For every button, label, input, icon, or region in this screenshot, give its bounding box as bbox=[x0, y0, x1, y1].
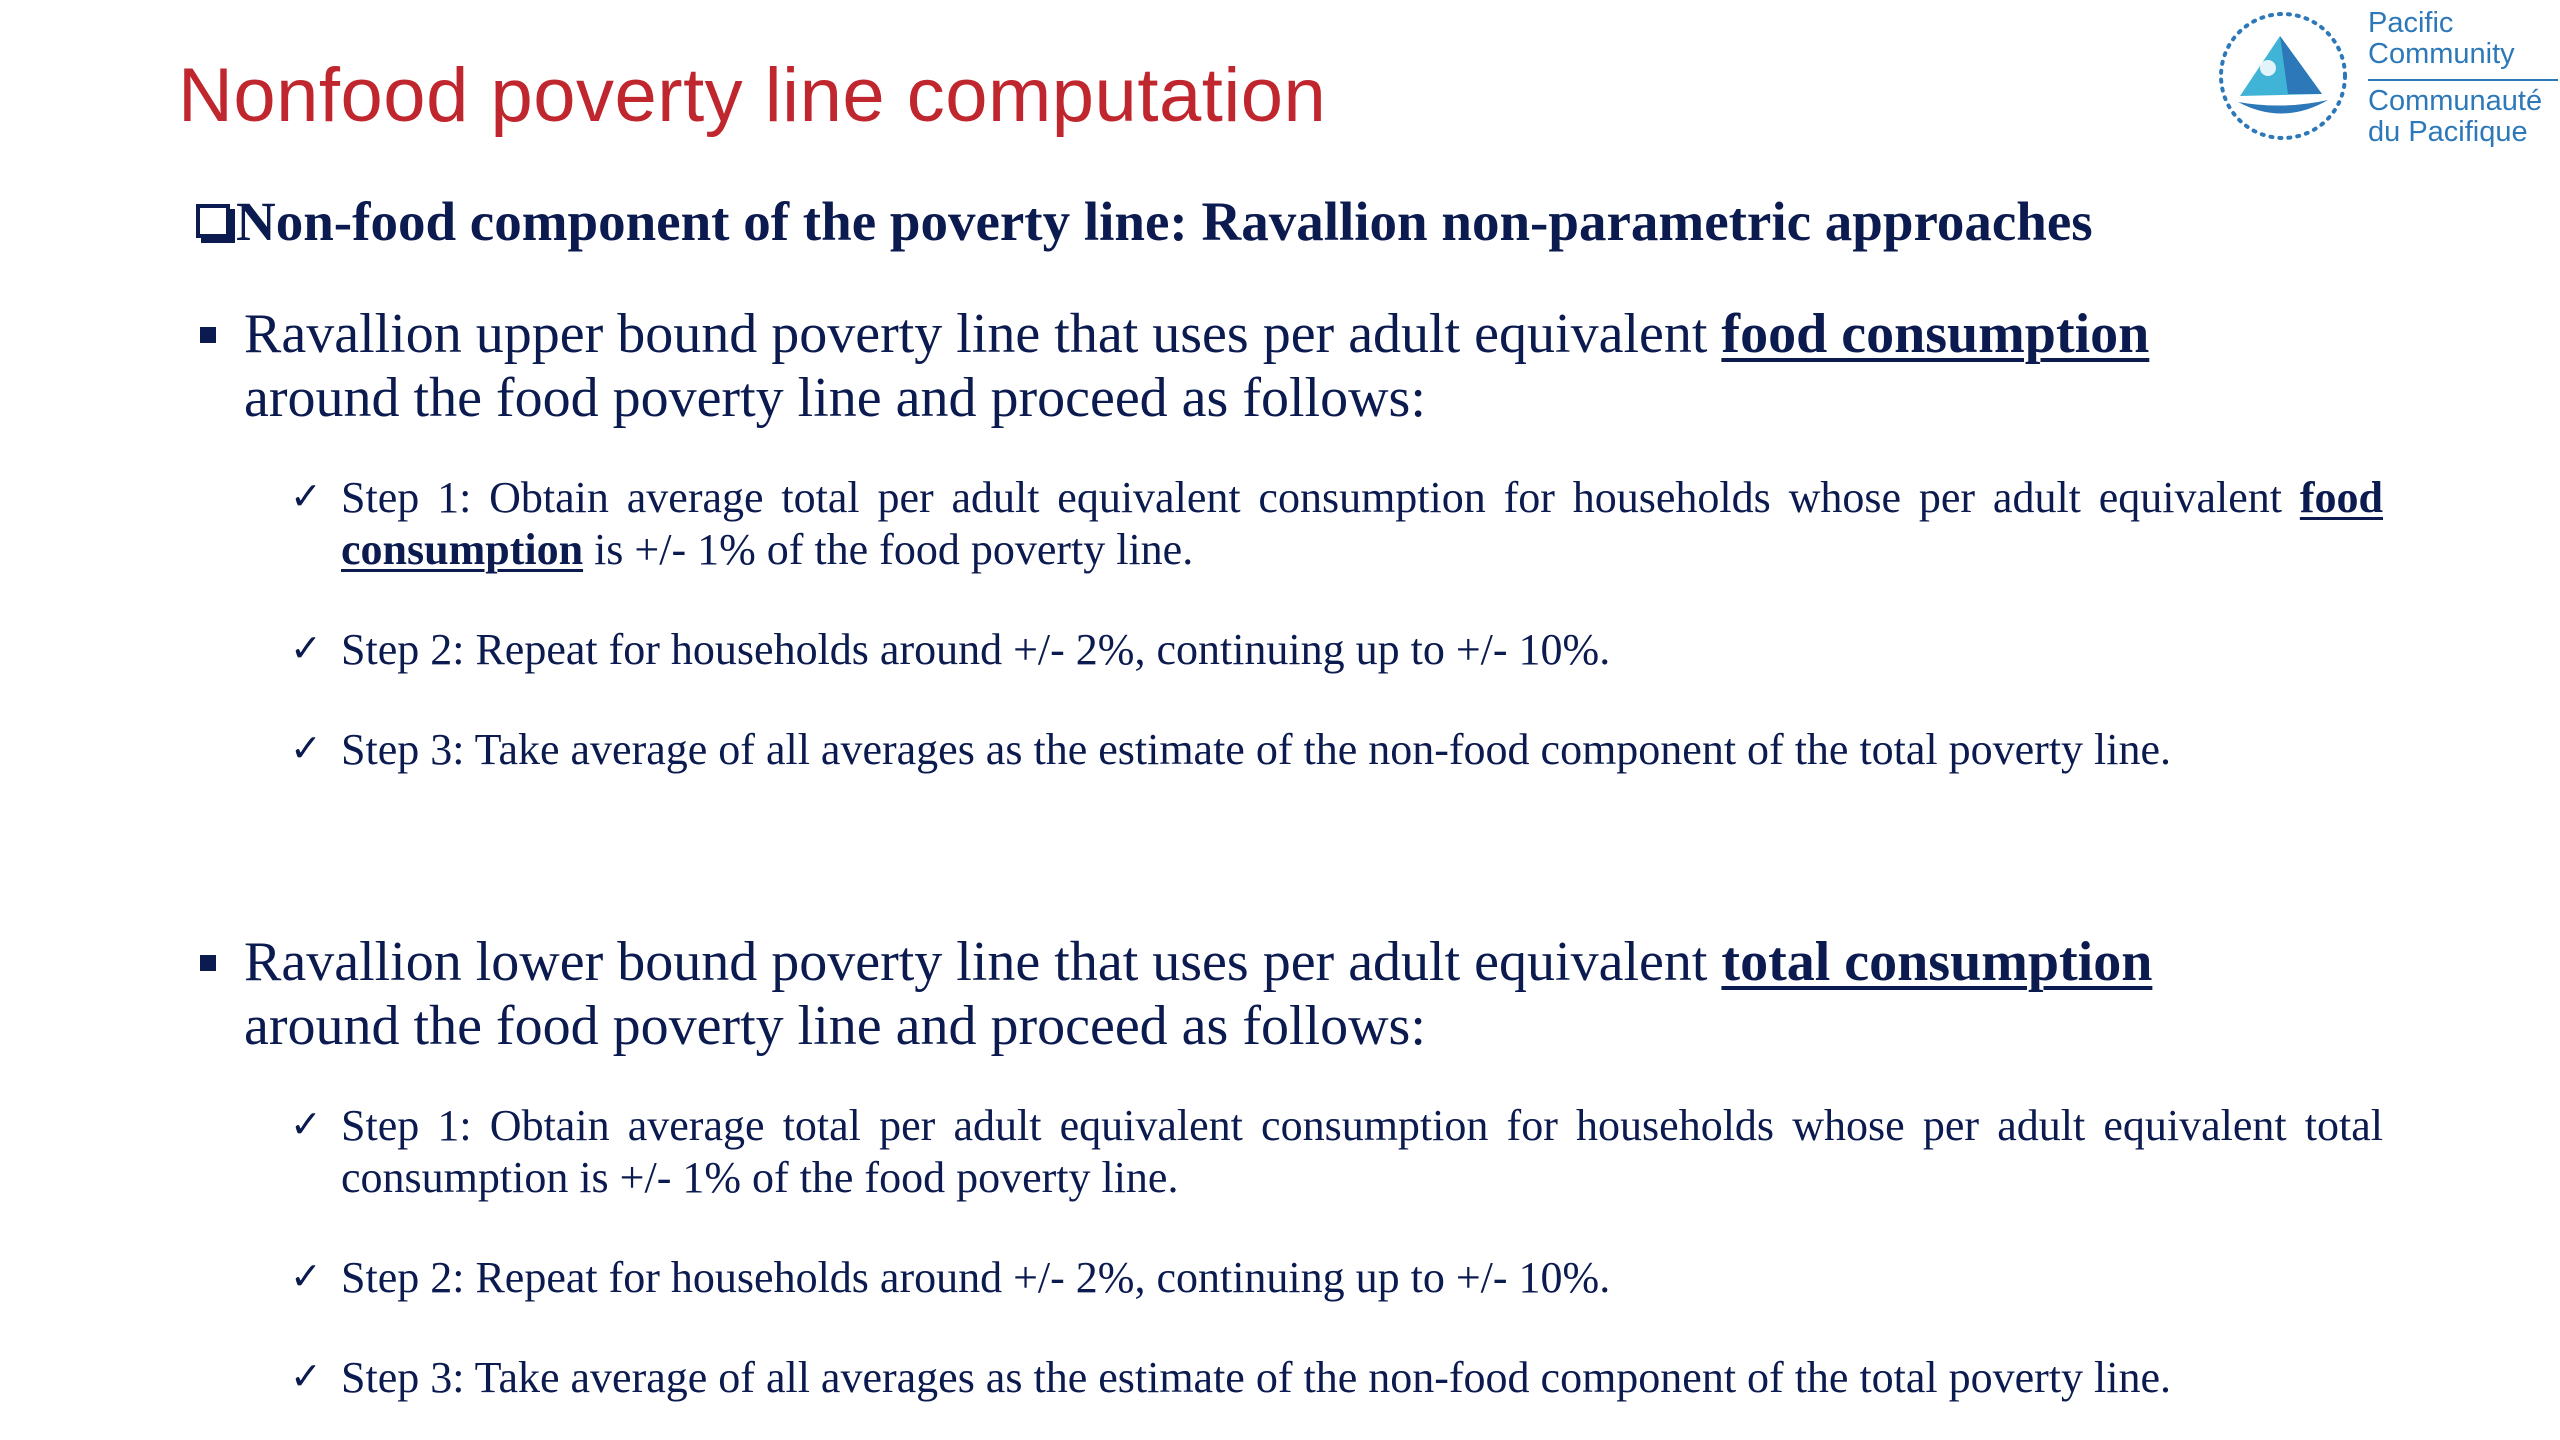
upper-step-3 bbox=[198, 724, 2383, 776]
lower-step-1-text: Step 1: Obtain average total per adult equivalent consumption for households whose per adult equivalent total consumption is +/- 1% of the food poverty line. bbox=[341, 1101, 2383, 1202]
lower-bound-emphasis: total consumption bbox=[1721, 931, 2153, 993]
logo-line-communaute: Communauté bbox=[2368, 85, 2543, 117]
slide-title: Nonfood poverty line computation bbox=[178, 53, 1327, 138]
checkmark-icon: ✓ bbox=[290, 1254, 322, 1298]
upper-step-1-emphasis: food consumption bbox=[341, 473, 2383, 574]
lower-bound-section bbox=[198, 930, 2383, 1404]
square-bullet-icon bbox=[200, 955, 216, 971]
upper-bound-lead: Ravallion upper bound poverty line that uses per adult equivalent bbox=[244, 303, 1722, 365]
logo-divider bbox=[2368, 79, 2558, 81]
sailboat-emblem-icon bbox=[2210, 6, 2360, 146]
upper-step-3-text: Step 3: Take average of all averages as the estimate of the non-food component of the total poverty line. bbox=[341, 725, 2172, 774]
checkmark-icon: ✓ bbox=[290, 1102, 322, 1146]
checkbox-square-icon bbox=[196, 204, 230, 238]
lower-step-1 bbox=[198, 1100, 2383, 1204]
upper-bound-bullet bbox=[198, 302, 2383, 430]
upper-step-1 bbox=[198, 472, 2383, 576]
lower-step-2-text: Step 2: Repeat for households around +/- 2%, continuing up to +/- 10%. bbox=[341, 1253, 1611, 1302]
logo-line-community: Community bbox=[2368, 38, 2515, 70]
subheading-text: Non-food component of the poverty line: Ravallion non-parametric approaches bbox=[236, 191, 2093, 252]
section-subheading bbox=[196, 190, 2093, 253]
upper-step-2 bbox=[198, 624, 2383, 676]
upper-bound-section bbox=[198, 302, 2383, 776]
lower-bound-lead: Ravallion lower bound poverty line that uses per adult equivalent bbox=[244, 931, 1722, 993]
logo-text-french bbox=[2368, 86, 2542, 148]
logo-line-du-pacifique: du Pacifique bbox=[2368, 116, 2528, 148]
lower-step-3-text: Step 3: Take average of all averages as the estimate of the non-food component of the total poverty line. bbox=[341, 1353, 2172, 1402]
pacific-community-logo bbox=[2210, 6, 2560, 146]
checkmark-icon: ✓ bbox=[290, 1354, 322, 1398]
checkmark-icon: ✓ bbox=[290, 626, 322, 670]
upper-bound-tail: around the food poverty line and proceed as follows: bbox=[244, 367, 1426, 429]
upper-step-1-text-a: Step 1: Obtain average total per adult equivalent consumption for households whose per adult equivalent bbox=[341, 473, 2300, 522]
square-bullet-icon bbox=[200, 327, 216, 343]
lower-step-3 bbox=[198, 1352, 2383, 1404]
logo-line-pacific: Pacific bbox=[2368, 7, 2454, 39]
upper-bound-emphasis: food consumption bbox=[1721, 303, 2150, 365]
logo-text-english bbox=[2368, 8, 2515, 70]
upper-step-2-text: Step 2: Repeat for households around +/- 2%, continuing up to +/- 10%. bbox=[341, 625, 1611, 674]
checkmark-icon: ✓ bbox=[290, 726, 322, 770]
checkmark-icon: ✓ bbox=[290, 474, 322, 518]
lower-step-2 bbox=[198, 1252, 2383, 1304]
lower-bound-bullet bbox=[198, 930, 2383, 1058]
lower-bound-tail: around the food poverty line and proceed as follows: bbox=[244, 995, 1426, 1057]
upper-step-1-text-b: is +/- 1% of the food poverty line. bbox=[583, 525, 1194, 574]
